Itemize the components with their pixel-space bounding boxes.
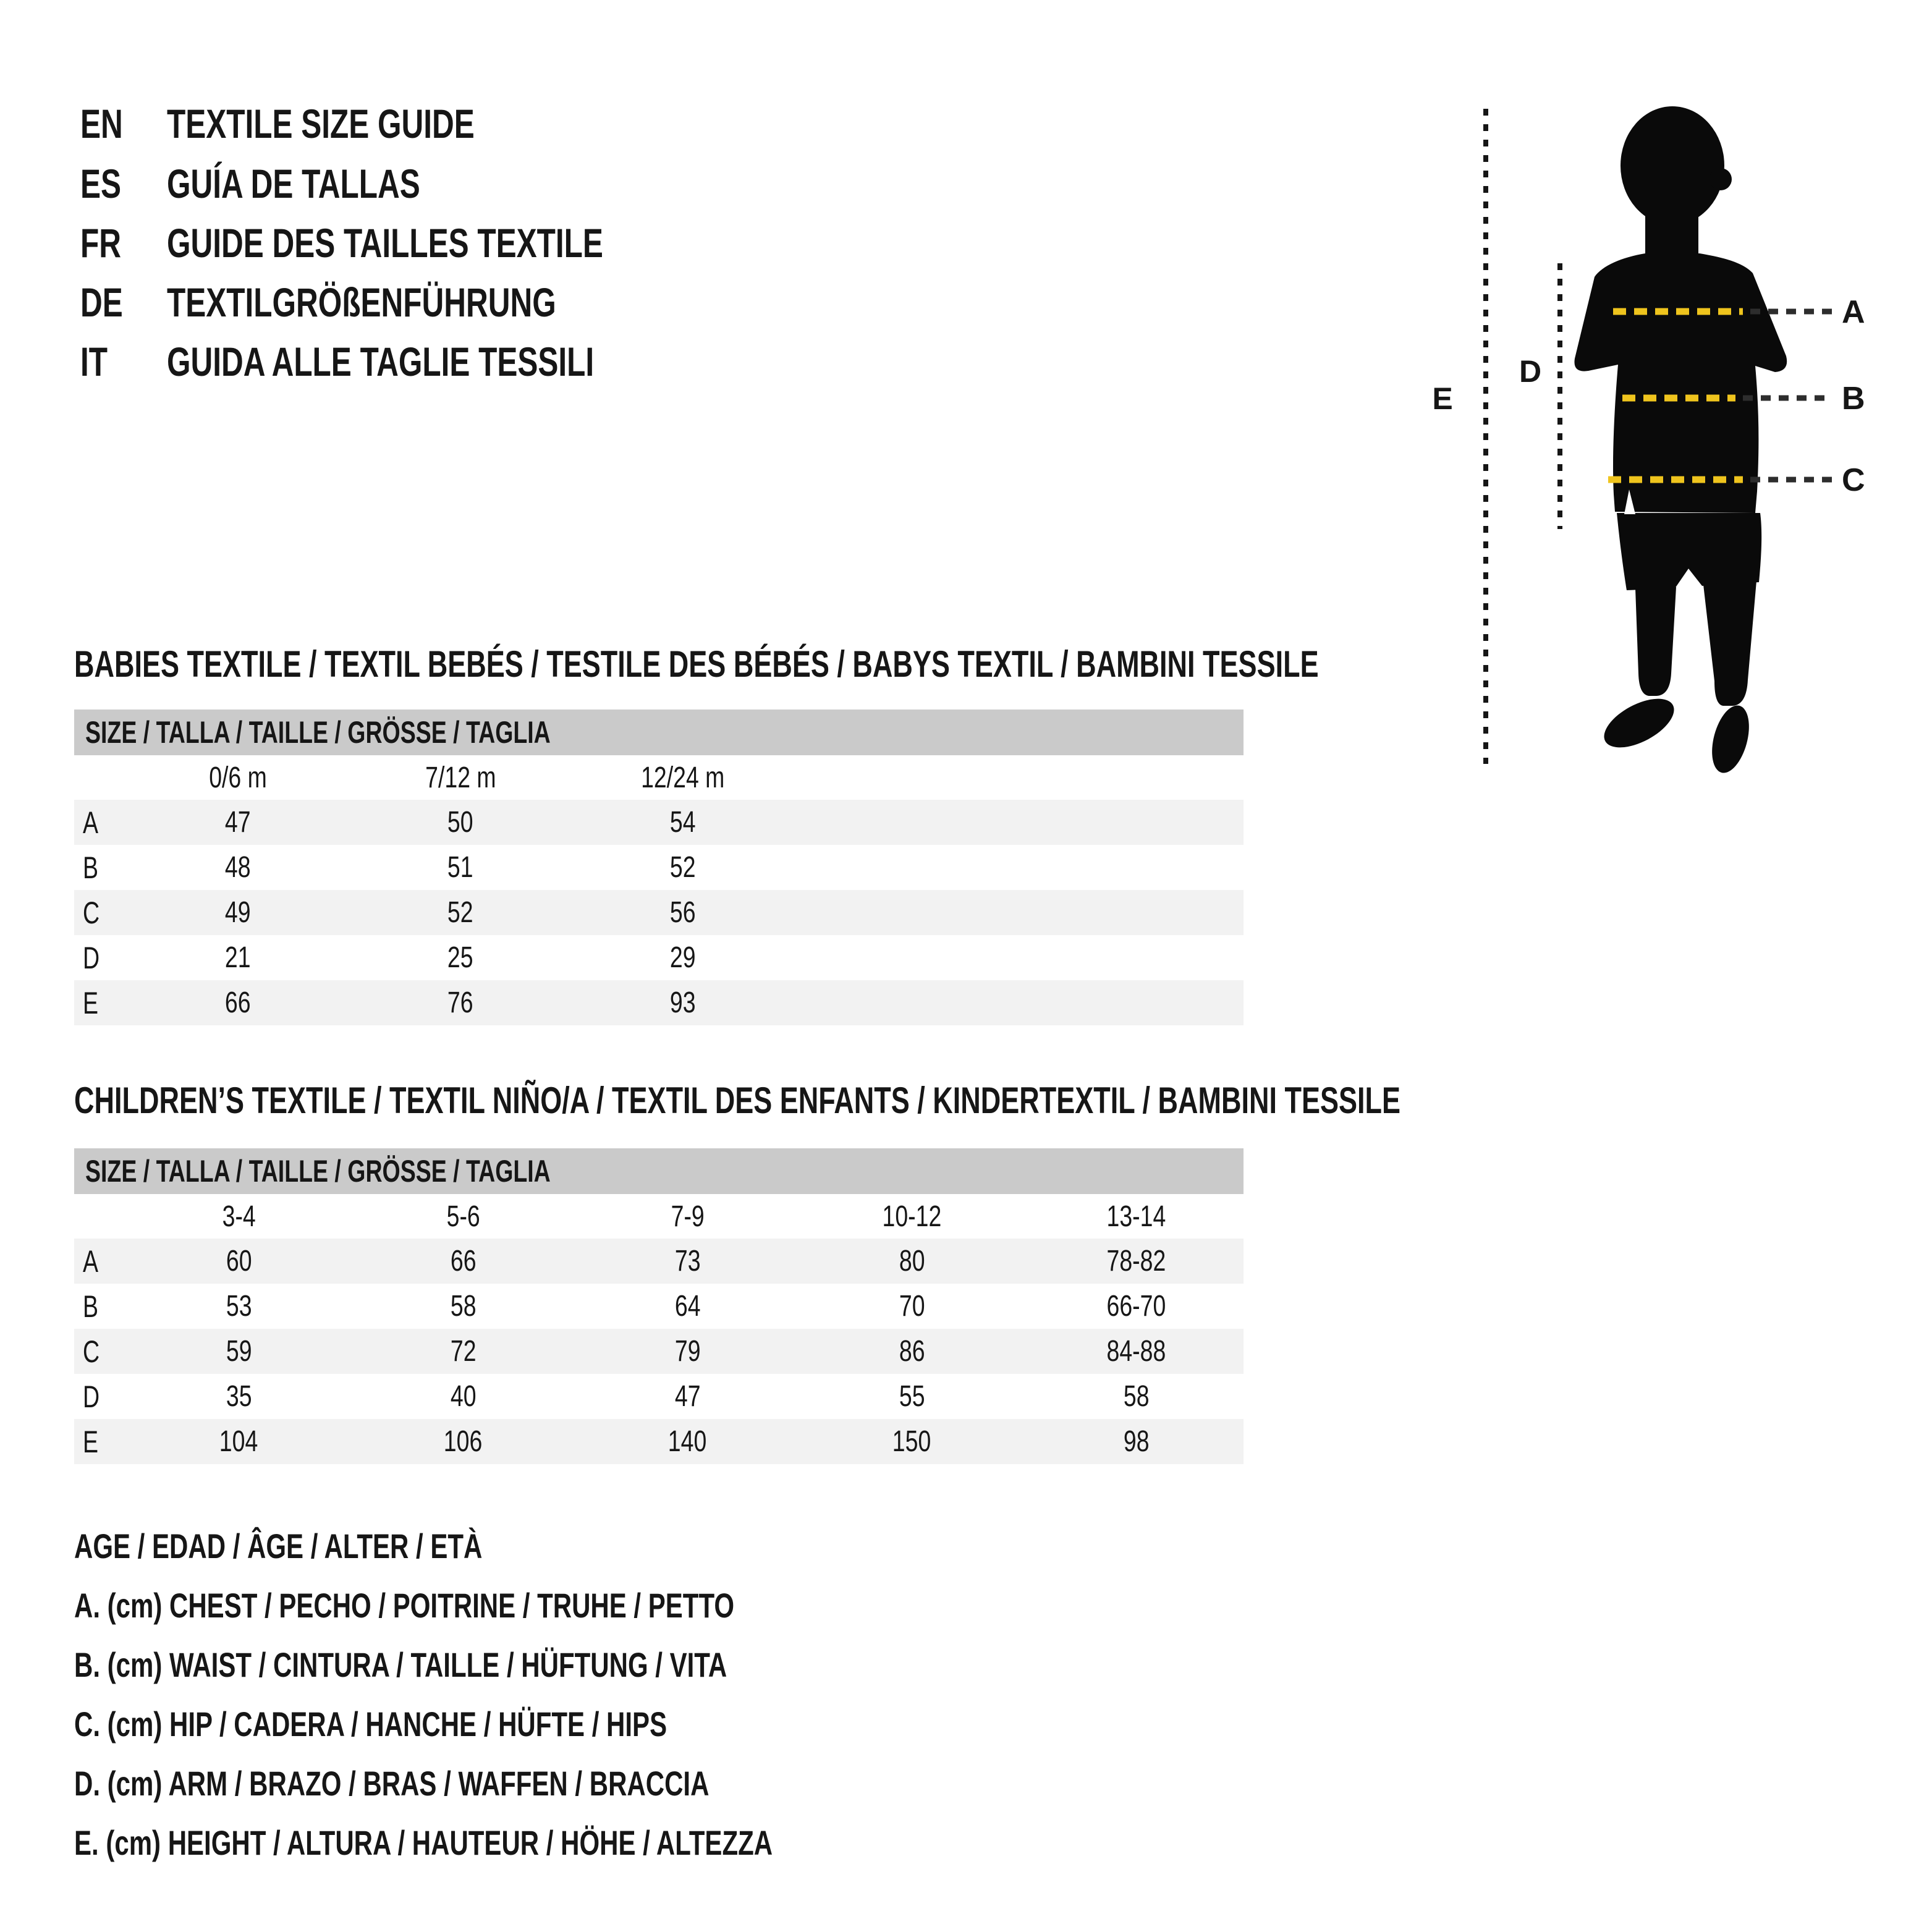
column-header: 3-4 [222, 1200, 256, 1233]
table-row [74, 935, 1244, 980]
cell-value: 51 [447, 851, 473, 884]
legend-hip [74, 1704, 865, 1745]
cell-value: 48 [225, 851, 251, 884]
legend-waist [74, 1645, 944, 1685]
row-label: C [83, 895, 100, 930]
diagram-label-b: B [1842, 381, 1865, 417]
table-row [74, 1374, 1244, 1419]
cell-value: 66 [225, 986, 251, 1019]
legend-height [74, 1823, 1006, 1863]
table-row [74, 1419, 1244, 1464]
column-header: 0/6 m [209, 761, 267, 794]
cell-value: 140 [668, 1425, 707, 1458]
babies-size-table [74, 710, 1244, 1025]
silhouette-right-shoe [1705, 701, 1755, 777]
language-code: EN [80, 101, 123, 146]
language-code: FR [80, 220, 121, 266]
cell-value: 66-70 [1106, 1290, 1166, 1323]
cell-value: 35 [226, 1380, 252, 1413]
cell-value: 58 [450, 1290, 477, 1323]
cell-value: 78-82 [1106, 1245, 1166, 1277]
cell-value: 86 [899, 1335, 925, 1368]
cell-value: 58 [1123, 1380, 1150, 1413]
cell-value: 52 [447, 896, 473, 929]
row-label: B [83, 850, 99, 885]
cell-value: 106 [444, 1425, 483, 1458]
language-title: GUIDA ALLE TAGLIE TESSILI [167, 339, 595, 384]
children-size-table [74, 1148, 1244, 1464]
legend-arm-text: D. (cm) ARM / BRAZO / BRAS / WAFFEN / BRACCIA [74, 1764, 710, 1803]
language-title: GUÍA DE TALLAS [167, 161, 420, 206]
column-header: 10-12 [882, 1200, 942, 1233]
table-row [74, 1284, 1244, 1329]
diagram-label-e: E [1432, 381, 1453, 416]
cell-value: 72 [450, 1335, 477, 1368]
cell-value: 104 [219, 1425, 258, 1458]
cell-value: 53 [226, 1290, 252, 1323]
diagram-label-a: A [1842, 294, 1865, 330]
language-row-it [80, 338, 737, 385]
cell-value: 52 [670, 851, 696, 884]
cell-value: 59 [226, 1335, 252, 1368]
cell-value: 47 [225, 806, 251, 839]
legend-chest-text: A. (cm) CHEST / PECHO / POITRINE / TRUHE / PETTO [74, 1586, 735, 1625]
legend-hip-text: C. (cm) HIP / CADERA / HANCHE / HÜFTE / HIPS [74, 1705, 667, 1743]
legend-age-text: AGE / EDAD / ÂGE / ALTER / ETÀ [74, 1527, 483, 1566]
diagram-label-d: D [1519, 354, 1542, 389]
cell-value: 64 [674, 1290, 701, 1323]
cell-value: 21 [225, 941, 251, 974]
language-title: GUIDE DES TAILLES TEXTILE [167, 220, 603, 266]
column-header: 7-9 [671, 1200, 705, 1233]
legend-height-text: E. (cm) HEIGHT / ALTURA / HAUTEUR / HÖHE / ALTEZZA [74, 1823, 773, 1862]
row-label: D [83, 1379, 100, 1414]
size-header-label: SIZE / TALLA / TAILLE / GRÖSSE / TAGLIA [85, 715, 551, 750]
column-header: 12/24 m [641, 761, 725, 794]
legend-waist-text: B. (cm) WAIST / CINTURA / TAILLE / HÜFTUNG / VITA [74, 1645, 727, 1684]
table-row [74, 1329, 1244, 1374]
row-label: D [83, 940, 100, 975]
cell-value: 93 [670, 986, 696, 1019]
cell-value: 55 [899, 1380, 925, 1413]
measurement-diagram [1409, 87, 1904, 803]
language-row-de [80, 279, 686, 326]
cell-value: 47 [674, 1380, 701, 1413]
column-header: 5-6 [446, 1200, 480, 1233]
row-label: E [83, 1424, 99, 1459]
language-code: ES [80, 161, 122, 206]
silhouette-neck [1645, 204, 1698, 260]
column-header: 13-14 [1106, 1200, 1166, 1233]
cell-value: 66 [450, 1245, 477, 1277]
silhouette-shirt [1574, 253, 1787, 513]
cell-value: 84-88 [1106, 1335, 1166, 1368]
cell-value: 50 [447, 806, 473, 839]
babies-size-header-bar [74, 710, 1244, 755]
cell-value: 54 [670, 806, 696, 839]
cell-value: 56 [670, 896, 696, 929]
row-label: E [83, 985, 99, 1020]
language-row-en [80, 100, 577, 147]
babies-column-header-row [74, 755, 1244, 800]
cell-value: 49 [225, 896, 251, 929]
row-label: A [83, 805, 99, 840]
table-row [74, 1239, 1244, 1284]
cell-value: 25 [447, 941, 473, 974]
cell-value: 79 [674, 1335, 701, 1368]
cell-value: 80 [899, 1245, 925, 1277]
row-label: C [83, 1334, 100, 1369]
row-label: A [83, 1244, 99, 1279]
table-row [74, 890, 1244, 935]
cell-value: 40 [450, 1380, 477, 1413]
diagram-label-c: C [1842, 462, 1865, 498]
cell-value: 150 [892, 1425, 931, 1458]
column-header: 7/12 m [425, 761, 496, 794]
cell-value: 60 [226, 1245, 252, 1277]
table-row [74, 980, 1244, 1025]
size-header-label: SIZE / TALLA / TAILLE / GRÖSSE / TAGLIA [85, 1154, 551, 1188]
babies-section-title-text: BABIES TEXTILE / TEXTIL BEBÉS / TESTILE DES BÉBÉS / BABYS TEXTIL / BAMBINI TESSILE [74, 643, 1319, 685]
row-label: B [83, 1289, 99, 1324]
language-code: DE [80, 279, 123, 325]
children-section-title [74, 1079, 1842, 1122]
cell-value: 29 [670, 941, 696, 974]
silhouette-shorts [1617, 513, 1761, 590]
cell-value: 73 [674, 1245, 701, 1277]
children-section-title-text: CHILDREN’S TEXTILE / TEXTIL NIÑO/A / TEXTIL DES ENFANTS / KINDERTEXTIL / BAMBINI TESSILE [74, 1080, 1401, 1121]
silhouette-left-shoe [1596, 688, 1682, 757]
language-row-fr [80, 219, 748, 266]
language-code: IT [80, 339, 108, 384]
legend-chest [74, 1585, 954, 1626]
cell-value: 70 [899, 1290, 925, 1323]
children-column-header-row [74, 1194, 1244, 1239]
legend-arm [74, 1763, 921, 1804]
language-row-es [80, 160, 504, 207]
language-title: TEXTILGRÖßENFÜHRUNG [167, 279, 556, 325]
table-row [74, 845, 1244, 890]
legend-age [74, 1526, 619, 1567]
cell-value: 98 [1123, 1425, 1150, 1458]
cell-value: 76 [447, 986, 473, 1019]
table-row [74, 800, 1244, 845]
silhouette-hair-tuft [1710, 168, 1732, 190]
babies-section-title [74, 643, 1734, 686]
children-size-header-bar [74, 1148, 1244, 1194]
language-title: TEXTILE SIZE GUIDE [167, 101, 475, 146]
